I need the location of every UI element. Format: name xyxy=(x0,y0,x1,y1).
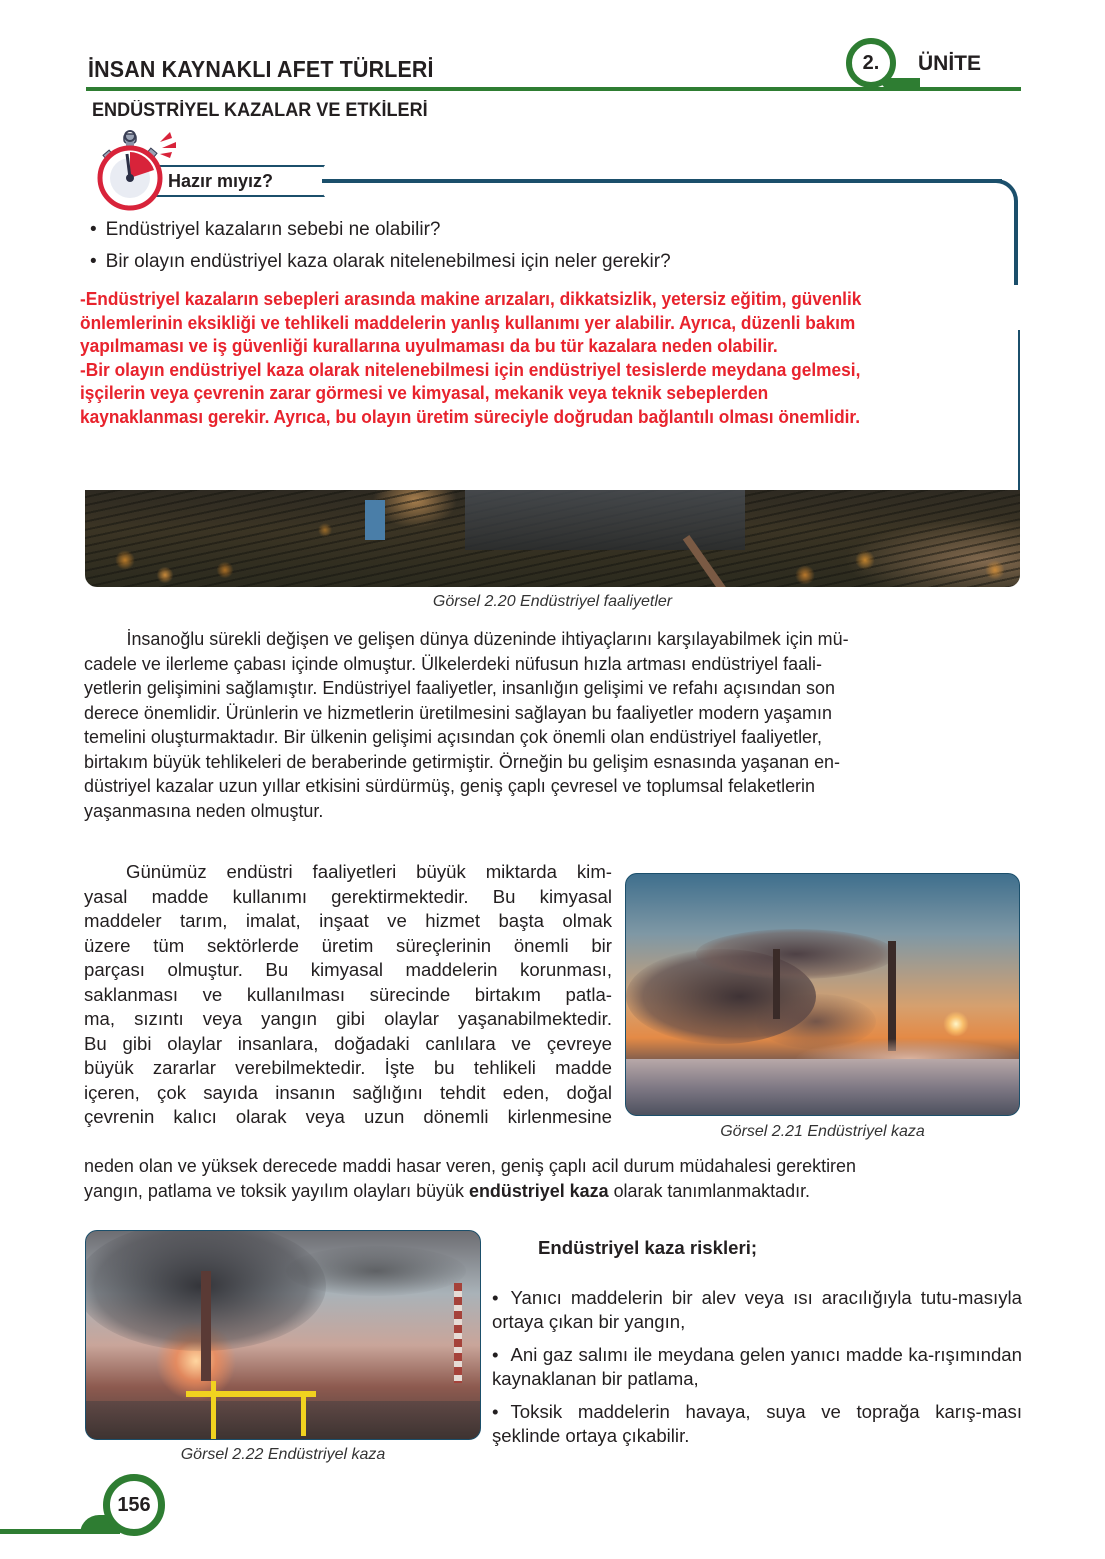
page-number: 156 xyxy=(117,1493,151,1516)
figure-industrial-accident-sunset-image xyxy=(625,873,1020,1116)
question-item: • Endüstriyel kazaların sebebi ne olabilir? xyxy=(90,218,671,250)
answer-line: önlemlerinin eksikliği ve tehlikeli maddelerin yanlış kullanımı yer alabilir. Ayrıca, düzenli bakım xyxy=(80,311,856,333)
answer-line: yapılmaması ve iş güvenliği kurallarına uyulmaması da bu tür kazalara neden olabilir. xyxy=(80,335,778,356)
paragraph-line: içeren, çok sayıda insanın sağlığını tehdit eden, doğal xyxy=(84,1081,612,1103)
key-term: endüstriyel kaza xyxy=(468,1179,609,1201)
smoke-cloud xyxy=(286,1246,466,1296)
stopwatch-icon xyxy=(96,130,186,212)
page-number-badge xyxy=(103,1474,165,1536)
ready-label: Hazır mıyız? xyxy=(168,171,274,191)
chimney xyxy=(888,941,896,1051)
paragraph-line: maddeler tarım, imalat, inşaat ve hizmet başta olmak xyxy=(84,910,612,931)
yellow-crane-leg xyxy=(301,1391,306,1436)
question-item: • Bir olayın endüstriyel kaza olarak nitelenebilmesi için neler gerekir? xyxy=(90,250,671,282)
body-paragraph-2-tail xyxy=(84,1154,988,1203)
power-plant-building xyxy=(626,1059,1019,1116)
yellow-crane-leg xyxy=(211,1381,216,1440)
paragraph-line: düstriyel kazalar uzun yıllar etkisini sürdürmüş, geniş çaplı çevresel ve toplumsal felaketlerin xyxy=(84,775,816,796)
paragraph-line: İnsanoğlu sürekli değişen ve gelişen dünya düzeninde ihtiyaçlarını karşılayabilmek için mü- xyxy=(126,628,849,649)
text-run: yangın, patlama ve toksik yayılım olayları büyük xyxy=(84,1179,469,1201)
chapter-title: İNSAN KAYNAKLI AFET TÜRLERİ xyxy=(88,56,434,82)
chimney xyxy=(201,1271,211,1381)
answer-line: -Bir olayın endüstriyel kaza olarak nitelenebilmesi için endüstriyel tesislerde meydana gelmesi, xyxy=(80,358,861,380)
bullet: • xyxy=(492,1344,499,1365)
body-paragraph-1 xyxy=(84,627,988,823)
ready-frame-top xyxy=(322,179,1002,183)
answer-line: kaynaklanması gerekir. Ayrıca, bu olayın üretim süreciyle doğrudan bağlantılı olması önemlidir. xyxy=(80,405,861,427)
paragraph-line: neden olan ve yüksek derecede maddi hasar veren, geniş çaplı acil durum müdahalesi gerektiren xyxy=(84,1155,856,1176)
paragraph-line xyxy=(84,1179,988,1204)
answer-line: işçilerin veya çevrenin zarar görmesi ve kimyasal, mekanik veya teknik sebeplerden xyxy=(80,382,769,403)
risk-text: Yanıcı maddelerin bir alev veya ısı aracılığıyla tutu-masıyla ortaya çıkan bir yangın, xyxy=(492,1287,1022,1332)
paragraph-line: yasal madde kullanımı gerektirmektedir. Bu kimyasal xyxy=(84,885,612,907)
figure-industrial-accident-smoke-image xyxy=(85,1230,481,1440)
paragraph-line: temelini oluşturmaktadır. Bir ülkenin gelişimi açısından çok önemli olan endüstriyel faaliyetler, xyxy=(84,726,823,747)
paragraph-line: derece önemlidir. Ürünlerin ve hizmetlerin üretilmesini sağlayan bu faaliyetler modern yaşamın xyxy=(84,701,832,723)
paragraph-line: parçası olmuştur. Bu kimyasal maddelerin korunması, xyxy=(84,959,612,980)
header-divider xyxy=(86,87,1021,91)
paragraph-line: Bu gibi olaylar insanlara, doğadaki canlılara ve çevreye xyxy=(84,1032,612,1054)
risks-list xyxy=(492,1286,1022,1457)
unit-number: 2. xyxy=(862,51,880,74)
chimney xyxy=(773,949,780,1019)
paragraph-line: yaşanmasına neden olmuştur. xyxy=(84,799,324,821)
paragraph-line: ma, sızıntı veya yangın gibi olaylar yaşanabilmektedir. xyxy=(84,1008,612,1029)
ready-questions xyxy=(90,218,671,282)
risk-item xyxy=(492,1400,1022,1448)
paragraph-line: üzere tüm sektörlerde üretim süreçlerinin önemli bir xyxy=(84,934,612,956)
risk-item xyxy=(492,1343,1022,1391)
unit-badge xyxy=(846,38,896,88)
risks-heading: Endüstriyel kaza riskleri; xyxy=(538,1237,758,1258)
paragraph-line: cadele ve ilerleme çabası içinde olmuştur. Ülkelerdeki nüfusun hızla artması endüstriyel faali- xyxy=(84,652,823,674)
smoke-cloud xyxy=(696,929,896,979)
risk-text: Toksik maddelerin havaya, suya ve toprağa karış-ması şeklinde ortaya çıkabilir. xyxy=(492,1401,1022,1446)
body-paragraph-2 xyxy=(84,860,612,1130)
answer-line: -Endüstriyel kazaların sebepleri arasında makine arızaları, dikkatsizlik, yetersiz eğitim, güvenlik xyxy=(80,288,862,309)
paragraph-line: büyük zararlar verebilmektedir. İşte bu tehlikeli madde xyxy=(84,1057,612,1078)
paragraph-line: çevrenin kalıcı olarak veya uzun dönemli kirlenmesine xyxy=(84,1106,612,1127)
figure-industrial-activities-image xyxy=(85,490,1020,587)
answer-text xyxy=(80,287,954,428)
risk-item xyxy=(492,1286,1022,1334)
yellow-crane xyxy=(186,1391,316,1397)
chimney xyxy=(454,1283,462,1383)
paragraph-line: yetlerin gelişimini sağlamıştır. Endüstriyel faaliyetler, insanlığın gelişimi ve refahı açısından son xyxy=(84,677,835,698)
ready-frame-corner xyxy=(990,179,1018,207)
figure-caption: Görsel 2.22 Endüstriyel kaza xyxy=(180,1446,386,1463)
risk-text: Ani gaz salımı ile meydana gelen yanıcı madde ka-rışımından kaynaklanan bir patlama, xyxy=(492,1344,1022,1389)
paragraph-line: Günümüz endüstri faaliyetleri büyük miktarda kim- xyxy=(126,861,612,882)
figure-caption: Görsel 2.21 Endüstriyel kaza xyxy=(720,1123,925,1140)
figure-caption: Görsel 2.20 Endüstriyel faaliyetler xyxy=(432,593,673,610)
ready-frame-right-lower xyxy=(1018,330,1020,490)
unit-label: ÜNİTE xyxy=(918,52,981,75)
paragraph-line: birtakım büyük tehlikeleri de beraberinde getirmiştir. Örneğin bu gelişim esnasında yaşanan en- xyxy=(84,750,841,772)
bullet: • xyxy=(492,1287,499,1308)
paragraph-line: saklanması ve kullanılması sürecinde birtakım patla- xyxy=(84,983,612,1005)
autumn-trees xyxy=(85,490,1020,587)
bullet: • xyxy=(492,1401,499,1422)
section-title: ENDÜSTRİYEL KAZALAR VE ETKİLERİ xyxy=(92,100,428,121)
text-run: olarak tanımlanmaktadır. xyxy=(608,1179,811,1201)
factory-ground xyxy=(86,1401,480,1440)
ready-frame-right xyxy=(1014,205,1018,285)
